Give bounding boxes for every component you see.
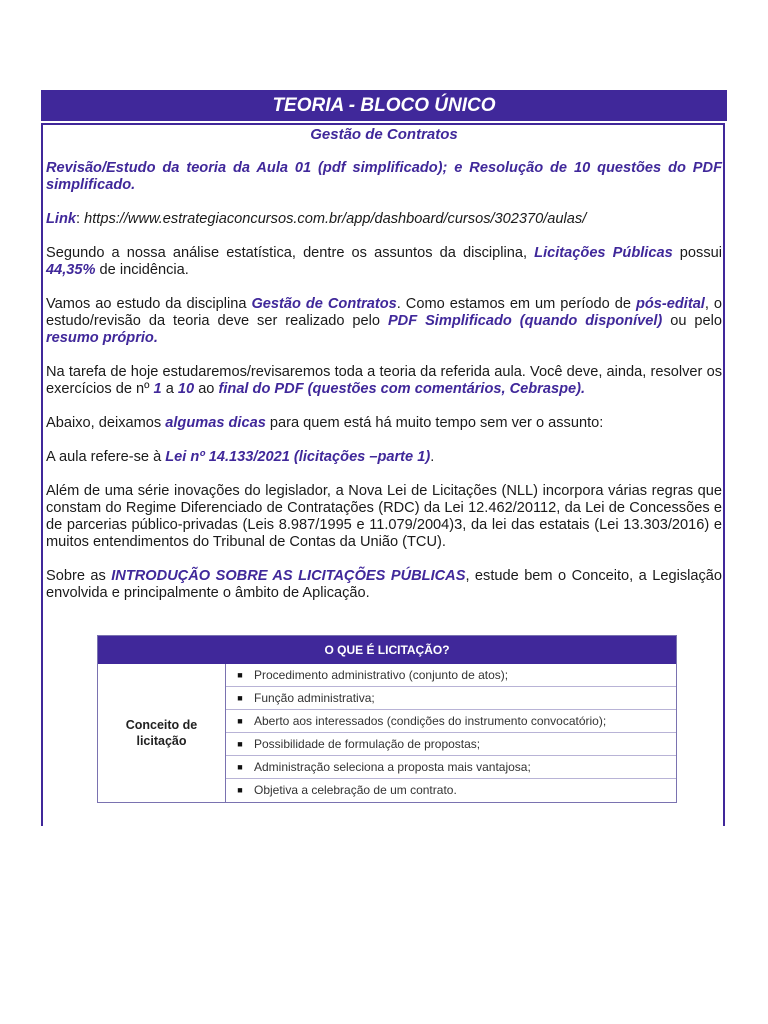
text: , estude bem o Conceito, a Legislação envolvida e principalmente o âmbito de Aplicação. xyxy=(46,568,723,601)
paragraph-law xyxy=(46,449,722,466)
subject-title: Gestão de Contratos xyxy=(310,126,458,143)
text: Sobre as xyxy=(46,568,112,584)
paragraph-exercises xyxy=(46,364,722,398)
incidence-percent: 44,35% xyxy=(46,262,96,278)
exercise-end: 10 xyxy=(177,381,195,397)
period-highlight: pós-edital xyxy=(635,296,705,312)
bullet-icon: ■ xyxy=(237,670,243,680)
list-item: Procedimento administrativo (conjunto de atos); xyxy=(254,668,509,682)
text: . Como estamos em um período de xyxy=(396,296,636,312)
list-item: Possibilidade de formulação de propostas; xyxy=(254,737,481,751)
paragraph-tips xyxy=(46,415,722,432)
course-link[interactable]: https://www.estrategiaconcursos.com.br/app/dashboard/cursos/302370/aulas/ xyxy=(84,211,587,227)
bullet-icon: ■ xyxy=(237,716,243,726)
paragraph-nll: Além de uma série inovações do legislador, a Nova Lei de Licitações (NLL) incorpora várias regras que constam do Regime Diferenciado de Contratações (RDC) da Lei 12.462/20112, da Lei de Concessões e de parcerias público-privadas (Leis 8.987/1995 e 11.079/2004)3, da lei das estatais (Lei 13.303/2016) e muitos entendimentos do Tribunal de Contas da União (TCU). xyxy=(46,483,722,550)
task-text: Revisão/Estudo da teoria da Aula 01 (pdf simplificado); e Resolução de 10 questões do PDF simplificado. xyxy=(46,160,722,193)
link-label: Link xyxy=(46,211,76,227)
text: Segundo a nossa análise estatística, dentre os assuntos da disciplina, xyxy=(46,245,535,261)
paragraph-link xyxy=(46,211,722,228)
paragraph-study xyxy=(46,296,722,347)
exercise-start: 1 xyxy=(153,381,162,397)
paragraph-introduction xyxy=(46,568,722,602)
list-item: Aberto aos interessados (condições do instrumento convocatório); xyxy=(254,714,607,728)
law-highlight: Lei nº 14.133/2021 (licitações –parte 1) xyxy=(165,449,431,465)
section-title-bar xyxy=(41,90,727,121)
list-item: Administração seleciona a proposta mais vantajosa; xyxy=(254,760,531,774)
table-row xyxy=(226,733,676,756)
bullet-icon: ■ xyxy=(237,762,243,772)
bullet-icon: ■ xyxy=(237,739,243,749)
text: para quem está há muito tempo sem ver o assunto: xyxy=(265,415,604,431)
topic-highlight: Licitações Públicas xyxy=(534,245,673,261)
text: ao xyxy=(194,381,219,397)
text: Vamos ao estudo da disciplina xyxy=(46,296,252,312)
introduction-highlight: INTRODUÇÃO SOBRE AS LICITAÇÕES PÚBLICAS xyxy=(111,568,466,584)
table-header: O QUE É LICITAÇÃO? xyxy=(98,636,676,664)
discipline-highlight: Gestão de Contratos xyxy=(251,296,397,312)
concept-label: Conceito de licitação xyxy=(125,718,198,748)
text: a xyxy=(161,381,178,397)
text: Abaixo, deixamos xyxy=(46,415,166,431)
paragraph-task xyxy=(46,160,722,194)
bullet-icon: ■ xyxy=(237,785,243,795)
table-row xyxy=(226,687,676,710)
text: de incidência. xyxy=(95,262,189,278)
summary-highlight: resumo próprio. xyxy=(46,330,158,346)
pdf-highlight: PDF Simplificado (quando disponível) xyxy=(387,313,663,329)
text: possui xyxy=(672,245,722,261)
licitacao-table xyxy=(97,635,677,803)
table-row xyxy=(226,710,676,733)
table-right-cell xyxy=(226,664,676,802)
table-left-cell xyxy=(98,664,226,802)
text: , o estudo/revisão da teoria deve ser realizado pelo xyxy=(46,296,722,329)
pdf-end-highlight: final do PDF (questões com comentários, Cebraspe). xyxy=(218,381,586,397)
list-item: Função administrativa; xyxy=(254,691,375,705)
table-row xyxy=(226,664,676,687)
table-row xyxy=(226,756,676,779)
link-separator: : xyxy=(76,211,85,227)
table-row xyxy=(226,779,676,801)
paragraph-statistics xyxy=(46,245,722,279)
text: ou pelo xyxy=(662,313,722,329)
text: Na tarefa de hoje estudaremos/revisaremos toda a teoria da referida aula. Você deve, ainda, resolver os exercícios de nº xyxy=(46,364,722,397)
list-item: Objetiva a celebração de um contrato. xyxy=(254,783,457,797)
content-body xyxy=(46,126,722,619)
section-title: TEORIA - BLOCO ÚNICO xyxy=(272,95,496,116)
text: . xyxy=(430,449,435,465)
bullet-icon: ■ xyxy=(237,693,243,703)
text: A aula refere-se à xyxy=(46,449,166,465)
tips-highlight: algumas dicas xyxy=(165,415,266,431)
table-body xyxy=(98,664,676,802)
